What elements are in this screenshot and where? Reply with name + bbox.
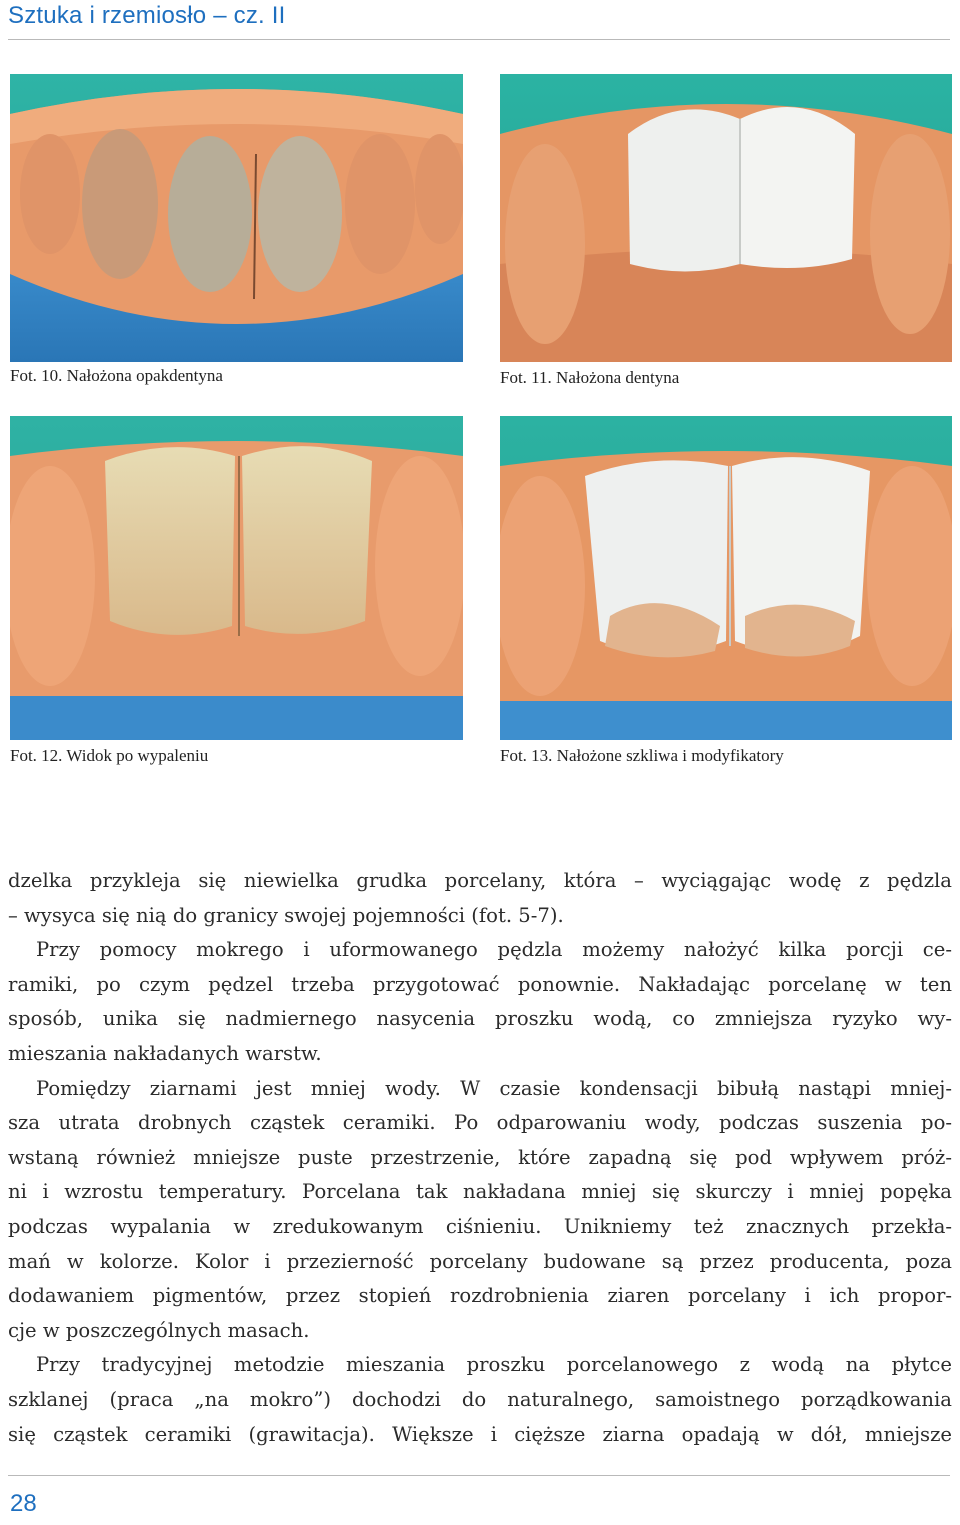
figure-13-caption: Fot. 13. Nałożone szkliwa i modyfikatory [500,746,784,765]
text-line: dzelka przykleja się niewielka grudka porcelany, która – wyciągając wodę z pędzla [8,869,952,892]
dental-model-opaque-photo [10,74,463,362]
text-line: dodawaniem pigmentów, przez stopień rozdrobnienia ziaren porcelany i ich propor- [8,1284,952,1308]
footer-divider [8,1475,950,1476]
text-line: szklanej (praca „na mokro”) dochodzi do naturalnego, samoistnego porządkowania [8,1387,952,1411]
text-line: mieszania nakładanych warstw. [8,1041,322,1065]
body-text [8,864,952,1452]
text-line: mań w kolorze. Kolor i przezierność porcelany budowane są przez producenta, poza [8,1249,952,1273]
figure-13-photo [500,416,952,740]
text-line: ramiki, po czym pędzel trzeba przygotować ponownie. Nakładając porcelanę w ten [8,972,952,996]
running-header-title: Sztuka i rzemiosło – cz. II [8,2,286,29]
text-line: cje w poszczególnych masach. [8,1318,310,1342]
page-number: 28 [10,1490,37,1517]
dental-model-dentin-photo [500,74,952,362]
text-line: podczas wypalania w zredukowanym ciśnieniu. Unikniemy też znacznych przekła- [8,1214,952,1238]
header-divider [8,39,950,40]
dental-model-fired-photo [10,416,463,740]
text-line: sposób, unika się nadmiernego nasycenia proszku wodą, co zmniejsza ryzyko wy- [8,1007,952,1031]
text-line: – wysyca się nią do granicy swojej pojemności (fot. 5-7). [8,903,564,927]
figure-10-caption: Fot. 10. Nałożona opakdentyna [10,366,223,385]
figure-12-photo [10,416,463,740]
figure-12-caption: Fot. 12. Widok po wypaleniu [10,746,209,765]
text-line: Przy tradycyjnej metodzie mieszania proszku porcelanowego z wodą na płytce [36,1353,952,1377]
figure-11-photo [500,74,952,362]
text-line: Pomiędzy ziarnami jest mniej wody. W czasie kondensacji bibułą nastąpi mniej- [36,1076,952,1100]
figure-10-photo [10,74,463,362]
dental-model-enamel-photo [500,416,952,740]
text-line: wstaną również mniejsze puste przestrzenie, które zapadną się pod wpływem próż- [8,1145,952,1169]
text-line: ni i wzrostu temperatury. Porcelana tak nakładana mniej się skurczy i mniej popęka [8,1180,952,1204]
text-line: Przy pomocy mokrego i uformowanego pędzla możemy nałożyć kilka porcji ce- [36,938,952,962]
figure-11-caption: Fot. 11. Nałożona dentyna [500,368,680,387]
text-line: się cząstek ceramiki (grawitacja). Większe i cięższe ziarna opadają w dół, mniejsze [8,1422,952,1446]
text-line: sza utrata drobnych cząstek ceramiki. Po odparowaniu wody, podczas suszenia po- [8,1111,952,1135]
